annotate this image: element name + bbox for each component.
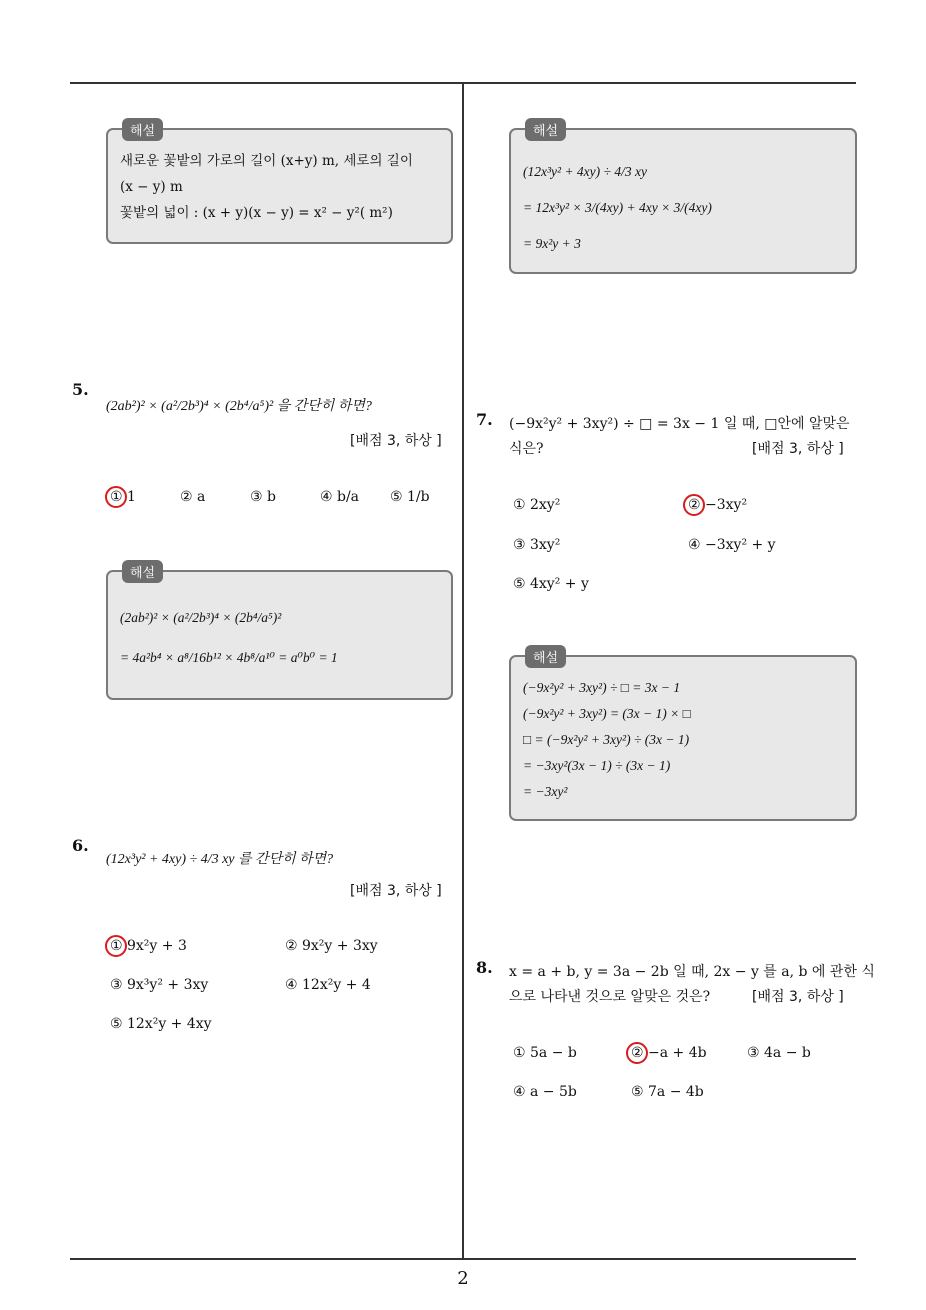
explanation-line: (12x³y² + 4xy) ÷ 4/3 xy <box>523 164 647 179</box>
explanation-tag: 해설 <box>122 118 163 141</box>
choice-4[interactable]: ④ b/a <box>320 489 360 505</box>
explanation-line: = 12x³y² × 3/(4xy) + 4xy × 3/(4xy) <box>523 200 712 215</box>
question-text-line2: 으로 나타낸 것으로 알맞은 것은? <box>509 989 711 1005</box>
explanation-line: = 9x²y + 3 <box>523 236 581 251</box>
question-number: 6. <box>72 836 89 855</box>
choice-4[interactable]: ④ a − 5b <box>513 1084 577 1100</box>
answer-mark-circle <box>626 1042 648 1064</box>
choice-2[interactable]: ② 9x²y + 3xy <box>285 938 378 954</box>
answer-mark-circle <box>105 935 127 957</box>
explanation-line: (−9x²y² + 3xy²) = (3x − 1) × □ <box>523 706 691 721</box>
answer-mark-circle <box>683 494 705 516</box>
explanation-line: □ = (−9x²y² + 3xy²) ÷ (3x − 1) <box>523 732 690 747</box>
choice-3[interactable]: ③ 3xy² <box>513 537 561 553</box>
choice-4[interactable]: ④ 12x²y + 4 <box>285 977 371 993</box>
explanation-line: 새로운 꽃밭의 가로의 길이 (x+y) m, 세로의 길이 <box>120 153 413 169</box>
explanation-box-q5 <box>106 566 453 700</box>
question-score: [배점 3, 하상 ] <box>752 989 844 1005</box>
explanation-tag: 해설 <box>122 560 163 583</box>
question-score: [배점 3, 하상 ] <box>350 433 442 449</box>
choice-3[interactable]: ③ b <box>250 489 276 505</box>
explanation-tag: 해설 <box>525 118 566 141</box>
question-score: [배점 3, 하상 ] <box>350 883 442 899</box>
explanation-tag: 해설 <box>525 645 566 668</box>
explanation-line: 꽃밭의 넓이 : (x + y)(x − y) = x² − y²( m²) <box>120 205 393 221</box>
question-score: [배점 3, 하상 ] <box>752 441 844 457</box>
choice-1[interactable]: ① 9x²y + 3 <box>110 938 187 954</box>
choice-3[interactable]: ③ 9x³y² + 3xy <box>110 977 209 993</box>
explanation-box-q7 <box>509 651 857 821</box>
question-number: 5. <box>72 380 89 399</box>
explanation-line: = −3xy²(3x − 1) ÷ (3x − 1) <box>523 758 671 773</box>
choice-2[interactable]: ② −3xy² <box>688 497 748 513</box>
explanation-line: (x − y) m <box>120 179 183 195</box>
explanation-line: = 4a²b⁴ × a⁸/16b¹² × 4b⁸/a¹⁰ = a⁰b⁰ = 1 <box>120 650 338 665</box>
answer-mark-circle <box>105 486 127 508</box>
choice-4[interactable]: ④ −3xy² + y <box>688 537 776 553</box>
choice-3[interactable]: ③ 4a − b <box>747 1045 811 1061</box>
column-divider <box>462 84 464 1258</box>
choice-5[interactable]: ⑤ 12x²y + 4xy <box>110 1016 212 1032</box>
question-number: 7. <box>476 410 493 429</box>
explanation-line: (2ab²)² × (a²/2b³)⁴ × (2b⁴/a⁵)² <box>120 610 282 625</box>
choice-1[interactable]: ① 5a − b <box>513 1045 577 1061</box>
choice-5[interactable]: ⑤ 1/b <box>390 489 430 505</box>
question-text: x = a + b, y = 3a − 2b 일 때, 2x − y 를 a, b 에 관한 식 <box>509 964 875 980</box>
question-text: (−9x²y² + 3xy²) ÷ □ = 3x − 1 일 때, □안에 알맞은 <box>509 416 850 432</box>
choice-5[interactable]: ⑤ 4xy² + y <box>513 576 589 592</box>
explanation-box-q6 <box>509 124 857 274</box>
choice-2[interactable]: ② −a + 4b <box>631 1045 707 1061</box>
explanation-line: = −3xy² <box>523 784 568 799</box>
question-text-line2: 식은? <box>509 441 544 457</box>
choice-1[interactable]: ① 1 <box>110 489 136 505</box>
question-text: (2ab²)² × (a²/2b³)⁴ × (2b⁴/a⁵)² 을 간단히 하면? <box>106 399 372 414</box>
explanation-box-prev <box>106 124 453 244</box>
choice-2[interactable]: ② a <box>180 489 206 505</box>
explanation-line: (−9x²y² + 3xy²) ÷ □ = 3x − 1 <box>523 680 681 695</box>
page-number: 2 <box>457 1268 469 1289</box>
question-number: 8. <box>476 958 493 977</box>
question-text: (12x³y² + 4xy) ÷ 4/3 xy 를 간단히 하면? <box>106 852 334 867</box>
choice-1[interactable]: ① 2xy² <box>513 497 561 513</box>
choice-5[interactable]: ⑤ 7a − 4b <box>631 1084 704 1100</box>
bottom-rule <box>70 1258 856 1260</box>
